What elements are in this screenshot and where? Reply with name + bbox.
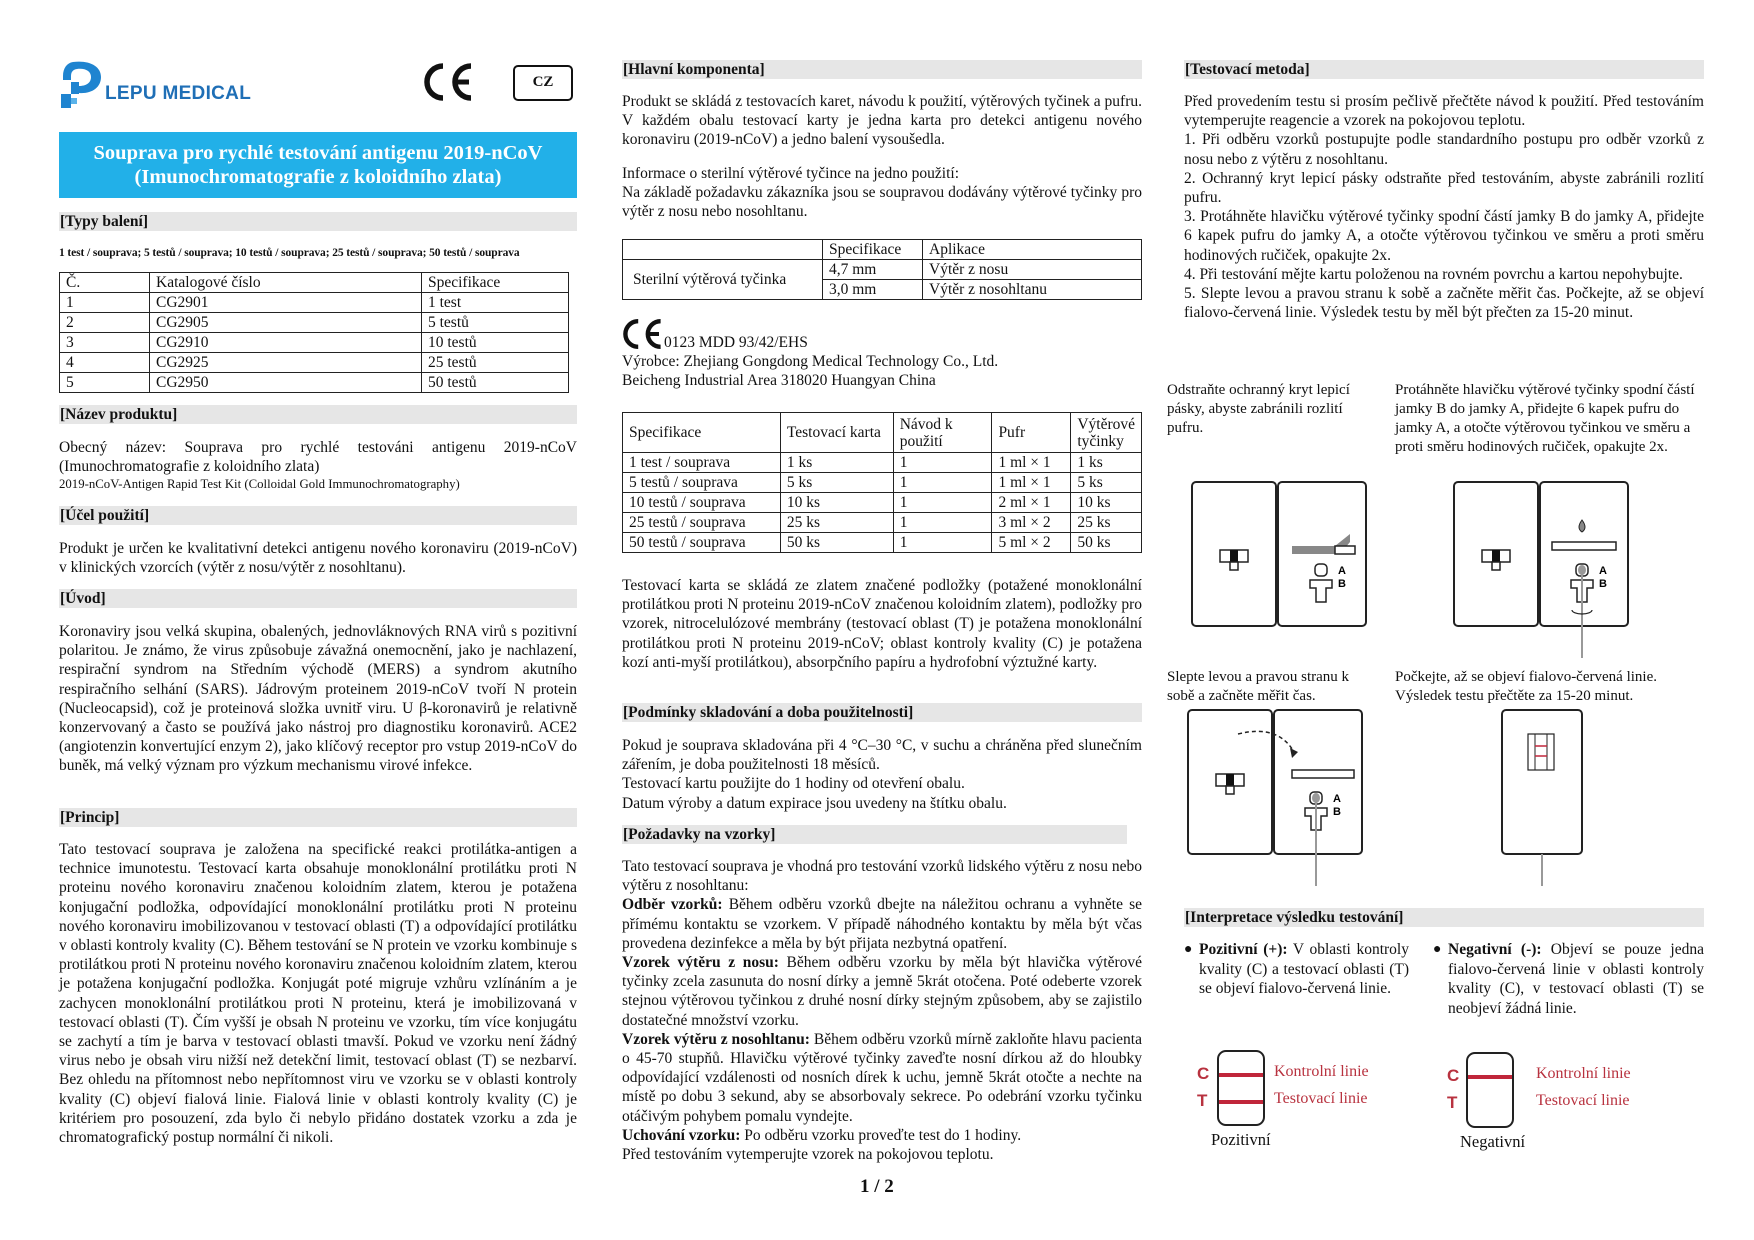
- table-header-cell: Výtěrové tyčinky: [1071, 413, 1142, 453]
- table-header-cell: Specifikace: [823, 240, 923, 260]
- table-cell: 5 ks: [780, 473, 893, 493]
- figure-read-result-illustration: [1500, 708, 1590, 888]
- table-cell: CG2910: [150, 333, 422, 353]
- introduction-text: Koronaviry jsou velká skupina, obalených, jednovláknových RNA virů s pozitivní polaritou. Je známo, že virus způsobuje závažná onemocnění, jako je nachlazení, respirační syndrom na Středním východě (MERS) a syndrom akutního respiračního selhání (SARS). Jádrovým proteinem 2019-nCoV tvoří N protein (Nucleocapsid), což je proteinová složka uvnitř viru. U β-koronavirů je relativně konzervovaný a často se používá jako nástroj pro diagnostiku koronavirů. ACE2 (angiotenzin konvertující enzym 2), jako klíčový receptor pro vstup 2019-nCoV do buněk, má velký význam pro výzkum mechanismu virové infekce.: [59, 623, 577, 775]
- specimen-last: Před testováním vytemperujte vzorek na pokojovou teplotu.: [622, 1146, 994, 1164]
- figure-fold-card-illustration: [1186, 708, 1370, 888]
- ce-mark-icon: [622, 318, 664, 350]
- table-cell: 4: [60, 353, 150, 373]
- table-cell: 3: [60, 333, 150, 353]
- c-letter: C: [1447, 1066, 1460, 1085]
- table-row: [60, 293, 569, 313]
- section-heading-storage: [Podmínky skladování a doba použitelnosti]: [622, 703, 1142, 722]
- table-row: [623, 493, 1142, 513]
- table-row: [623, 513, 1142, 533]
- test-line-label: Testovací linie: [1536, 1092, 1630, 1109]
- table-row: [623, 533, 1142, 553]
- storage-line: Testovací kartu použijte do 1 hodiny od otevření obalu.: [622, 775, 965, 793]
- table-cell: 1 test / souprava: [623, 453, 781, 473]
- table-cell: 3,0 mm: [823, 280, 923, 300]
- specimen-intro: Tato testovací souprava je vhodná pro testování vzorků lidského výtěru z nosu nebo výtěru z nosohltanu:: [622, 858, 1142, 895]
- table-cell: 5 testů / souprava: [623, 473, 781, 493]
- table-cell: 1: [893, 473, 992, 493]
- page-number: 1 / 2: [860, 1176, 894, 1197]
- table-cell: 50 testů / souprava: [623, 533, 781, 553]
- section-heading-intended-use: [Účel použití]: [59, 506, 577, 525]
- test-card-description: Testovací karta se skládá ze zlatem značené podložky (potažené monoklonální protilátkou proti N proteinu 2019-nCoV značenou koloidním zlatem), podložky pro vzorek, nitrocelulózové membrány (testovací oblast (T) je potažena monoklonální protilátkou proti N proteinu 2019-nCoV; oblast kontroly kvality (C) je potažena kozí anti-myší protilátkou), absorpčního papíru a hydrofobní výztužné karty.: [622, 577, 1142, 671]
- figure-caption: Počkejte, až se objeví fialovo-červená linie. Výsledek testu přečtěte za 15-20 minut.: [1395, 669, 1657, 704]
- packaging-table: [59, 272, 569, 393]
- table-header-cell: Testovací karta: [780, 413, 893, 453]
- lepu-medical-logo: [59, 60, 259, 116]
- product-name-text: [59, 438, 577, 492]
- svg-text:A: A: [1333, 793, 1341, 805]
- svg-text:B: B: [1338, 578, 1346, 590]
- table-cell: 25 ks: [780, 513, 893, 533]
- table-cell: 50 ks: [1071, 533, 1142, 553]
- table-row: [60, 373, 569, 393]
- swab-info-text: Na základě požadavku zákazníka jsou se soupravou dodávány výtěrové tyčinky pro výtěr z nosu nebo nosohltanu.: [622, 184, 1142, 221]
- packaging-summary: 1 test / souprava; 5 testů / souprava; 10 testů / souprava; 25 testů / souprava; 50 testů / souprava: [59, 247, 520, 259]
- ce-mark-icon: [423, 62, 475, 102]
- storage-line: Datum výroby a datum expirace jsou uvedeny na štítku obalu.: [622, 794, 1007, 812]
- table-cell: 10 testů / souprava: [623, 493, 781, 513]
- table-row: [60, 333, 569, 353]
- product-common-name: Obecný název: Souprava pro rychlé testováni antigenu 2019-nCoV (Imunochromatografie z koloidního zlata): [59, 439, 577, 476]
- specimen-storage: Uchování vzorku: Po odběru vzorku proveďte test do 1 hodiny.: [622, 1126, 1022, 1144]
- figure-caption: Slepte levou a pravou stranu k sobě a začněte měřit čas.: [1167, 669, 1350, 704]
- positive-result-description: ● Pozitivní (+): V oblasti kontroly kvality (C) a testovací oblasti (T) se objeví fialovo-červená linie.: [1184, 941, 1409, 997]
- table-cell: 1: [893, 453, 992, 473]
- swab-table: [622, 239, 1142, 300]
- storage-text: [622, 736, 1142, 813]
- table-cell: 1: [893, 493, 992, 513]
- table-cell: 5 testů: [422, 313, 569, 333]
- table-cell: 10 ks: [1071, 493, 1142, 513]
- test-step: 5. Slepte levou a pravou stranu k sobě a začněte měřit čas. Počkejte, až se objeví fialovo-červená linie. Výsledek testu by měl být přečten za 15-20 minut.: [1184, 285, 1704, 322]
- main-components-text: Produkt se skládá z testovacích karet, návodu k použití, výtěrových tyčinek a pufru. V každém obalu testovací karty je jedna karta pro detekci antigenu nového koronaviru (2019-nCoV) a jedno balení vysoušedla.: [622, 93, 1142, 149]
- table-cell: 1: [60, 293, 150, 313]
- product-english-name: 2019-nCoV-Antigen Rapid Test Kit (Colloidal Gold Immunochromatography): [59, 477, 460, 492]
- table-header-cell: [623, 240, 823, 260]
- specimen-storage-label: Uchování vzorku:: [622, 1126, 741, 1144]
- table-header-row: [623, 240, 1142, 260]
- logo-text: LEPU MEDICAL: [105, 83, 252, 104]
- positive-name: Pozitivní: [1211, 1130, 1271, 1149]
- table-cell: 25 testů / souprava: [623, 513, 781, 533]
- svg-text:B: B: [1333, 806, 1341, 818]
- table-cell: CG2925: [150, 353, 422, 373]
- c-letter: C: [1197, 1064, 1210, 1083]
- test-step: 3. Protáhněte hlavičku výtěrové tyčinky spodní částí jamky B do jamky A, přidejte 6 kapek pufru do jamky A, a otočte výtěrovou tyčinkou ve směru a proti směru hodinových ručiček, opakujte 2x.: [1184, 208, 1704, 264]
- table-header-cell: Specifikace: [422, 273, 569, 293]
- table-cell: 2: [60, 313, 150, 333]
- table-row: [623, 473, 1142, 493]
- ce-notified-body: 0123 MDD 93/42/EHS: [664, 334, 808, 351]
- negative-name: Negativní: [1460, 1132, 1526, 1151]
- svg-text:B: B: [1599, 578, 1607, 590]
- figure-insert-swab-illustration: [1452, 480, 1632, 660]
- kit-contents-table: [622, 412, 1142, 553]
- table-header-cell: Návod k použití: [893, 413, 992, 453]
- positive-label: Pozitivní (+):: [1199, 941, 1288, 958]
- t-letter: T: [1447, 1093, 1458, 1112]
- table-header-cell: Specifikace: [623, 413, 781, 453]
- table-cell: Výtěr z nosu: [923, 260, 1142, 280]
- section-heading-specimen: [Požadavky na vzorky]: [622, 825, 1127, 844]
- table-cell: 25 ks: [1071, 513, 1142, 533]
- swab-info: [622, 164, 1142, 222]
- section-heading-product-name: [Název produktu]: [59, 405, 577, 424]
- principle-text: Tato testovací souprava je založena na specifické reakci protilátka-antigen a technice imunotestu. Testovací karta obsahuje monoklonální protilátku proti N proteinu nového koronaviru značenou koloidním zlatem, kterou je potažena konjugační podložka, odpovídající monoklonální protilátku proti N proteinu nového koronaviru imobilizovanou v testovací oblasti (T) a odpovídající protilátku v oblasti kontroly kvality (C). Během testování se N protein ve vzorku kombinuje s protilátkou proti N proteinu nového koronaviru značenou koloidním zlatem, kterou je potažena konjugační podložka. Konjugát poté migruje vzhůru vzlínáním a je zachycen monoklonální protilátkou proti N proteinu, která je imobilizovaná v testovací oblasti (T). Čím vyšší je obsah N proteinu ve vzorku, tím více konjugátu se zachytí a tím je barva v testovací oblasti tmavší. Pokud ve vzorku není žádný virus nebo je obsah viru nižší než detekční limit, testovací oblast (T) se nezbarví. Bez ohledu na přítomnost nebo nepřítomnost viru ve vzorku se v oblasti kontroly kvality (C) objeví fialová linie. Fialová linie v oblasti kontroly kvality (C) je kritériem pro posouzení, zda bylo či nebylo přidáno dostatek vzorku a zda je chromatografický postup normální či nikoli.: [59, 841, 577, 1147]
- manufacturer: Výrobce: Zhejiang Gongdong Medical Technology Co., Ltd.: [622, 353, 999, 370]
- table-header-cell: Pufr: [992, 413, 1071, 453]
- country-badge: CZ: [513, 65, 573, 101]
- table-cell: 50 ks: [780, 533, 893, 553]
- table-header-cell: Katalogové číslo: [150, 273, 422, 293]
- figure-caption: Odstraňte ochranný kryt lepicí pásky, abyste zabránili rozlití pufru.: [1167, 382, 1350, 436]
- table-cell: 1 ml × 1: [992, 453, 1071, 473]
- negative-result-description: ● Negativní (-): Objeví se pouze jedna fialovo-červená linie v oblasti kontroly kvality (C), v testovací oblasti (T) se neobjeví žádná linie.: [1433, 941, 1704, 1017]
- specimen-np-label: Vzorek výtěru z nosohltanu:: [622, 1030, 810, 1048]
- title-line-2: (Imunochromatografie z koloidního zlata): [134, 166, 502, 188]
- title-line-1: Souprava pro rychlé testování antigenu 2019-nCoV: [93, 142, 543, 164]
- test-line-label: Testovací linie: [1274, 1090, 1368, 1107]
- test-line-mark: [1219, 1100, 1263, 1104]
- control-line-mark: [1468, 1075, 1512, 1079]
- table-cell: 5 ks: [1071, 473, 1142, 493]
- manufacturer-address: Beicheng Industrial Area 318020 Huangyan China: [622, 372, 936, 390]
- section-heading-introduction: [Úvod]: [59, 589, 577, 608]
- table-cell: CG2950: [150, 373, 422, 393]
- swab-info-title: Informace o sterilní výtěrové tyčince na jedno použití:: [622, 165, 960, 182]
- table-row: [60, 313, 569, 333]
- table-cell: 3 ml × 2: [992, 513, 1071, 533]
- figure-caption: Protáhněte hlavičku výtěrové tyčinky spodní částí jamky B do jamky A, přidejte 6 kapek pufru do jamky A, a otočte výtěrovou tyčinkou ve směru a proti směru hodinových ručiček, opakujte 2x.: [1395, 382, 1695, 455]
- section-heading-packaging: [Typy balení]: [59, 212, 577, 231]
- table-row: [623, 453, 1142, 473]
- table-cell: CG2905: [150, 313, 422, 333]
- control-line-label: Kontrolní linie: [1274, 1063, 1369, 1080]
- table-row: [623, 260, 1142, 280]
- control-line-label: Kontrolní linie: [1536, 1065, 1631, 1082]
- table-cell: 10 ks: [780, 493, 893, 513]
- control-line-mark: [1219, 1073, 1263, 1077]
- specimen-nasal: Vzorek výtěru z nosu: Během odběru vzorku by měla být hlavička výtěrové tyčinky zcela zasunuta do nosní dírky a jemně 5krát otočena. Poté odeberte vzorek stejnou výtěrovou tyčinkou z druhé nosní dírky stejným způsobem, aby se zajistilo dostatečné množství vzorku.: [622, 954, 1142, 1029]
- storage-line: Pokud je souprava skladována při 4 °C–30 °C, v suchu a chráněna před slunečním zářením, je doba použitelnosti 18 měsíců.: [622, 737, 1142, 774]
- table-cell: 1 ml × 1: [992, 473, 1071, 493]
- table-cell: CG2901: [150, 293, 422, 313]
- test-method-text: [1184, 92, 1704, 322]
- section-heading-test-method: [Testovací metoda]: [1184, 60, 1704, 79]
- test-step: 1. Při odběru vzorků postupujte podle standardního postupu pro odběr vzorků z nosu nebo z výtěru z nosohltanu.: [1184, 131, 1704, 168]
- svg-text:A: A: [1338, 565, 1346, 577]
- table-cell: 25 testů: [422, 353, 569, 373]
- figure-remove-cover-illustration: [1190, 480, 1370, 630]
- table-cell: 1 test: [422, 293, 569, 313]
- bullet-icon: ●: [1433, 942, 1442, 957]
- table-header-cell: Č.: [60, 273, 150, 293]
- bullet-icon: ●: [1184, 942, 1193, 957]
- table-cell: 50 testů: [422, 373, 569, 393]
- table-cell: 2 ml × 1: [992, 493, 1071, 513]
- table-header-row: [623, 413, 1142, 453]
- specimen-nasopharyngeal: Vzorek výtěru z nosohltanu: Během odběru vzorků mírně zakloňte hlavu pacienta o 45-70 stupňů. Hlavičku výtěrové tyčinky zaveďte nosní dírkou až do hloubky odpovídající vzdálenosti od nosních dírek k uchu, jemně 5krát otočte a nechte na místě po dobu 3 sekund, aby se absorbovaly sekrece. Po odebrání vzorku tyčinku otáčivým pohybem pomalu vyndejte.: [622, 1030, 1142, 1125]
- section-heading-main-components: [Hlavní komponenta]: [622, 60, 1142, 79]
- table-cell: 5: [60, 373, 150, 393]
- table-cell: 5 ml × 2: [992, 533, 1071, 553]
- intended-use-text: Produkt je určen ke kvalitativní detekci antigenu nového koronaviru (2019-nCoV) v klinických vzorcích (výtěr z nosu/výtěr z nosohltanu).: [59, 540, 577, 577]
- section-heading-principle: [Princip]: [59, 808, 577, 827]
- test-step: 4. Při testování mějte kartu položenou na rovném povrchu a kartou nepohybujte.: [1184, 265, 1683, 283]
- lepu-logo-icon: [59, 60, 103, 112]
- table-cell: 10 testů: [422, 333, 569, 353]
- negative-strip-icon: [1466, 1052, 1514, 1128]
- t-letter: T: [1197, 1091, 1208, 1110]
- test-step: 2. Ochranný kryt lepicí pásky odstraňte před testováním, abyste zabránili rozlití pufru.: [1184, 169, 1704, 207]
- positive-strip-icon: [1217, 1050, 1265, 1126]
- table-header-cell: Aplikace: [923, 240, 1142, 260]
- table-header-row: [60, 273, 569, 293]
- title-banner: [59, 132, 577, 198]
- specimen-text: [622, 857, 1142, 1164]
- specimen-collection-label: Odběr vzorků:: [622, 896, 723, 914]
- table-cell: 4,7 mm: [823, 260, 923, 280]
- test-method-intro: Před provedením testu si prosím pečlivě přečtěte návod k použití. Před testováním vytemperujte reagencie a vzorek na pokojovou teplotu.: [1184, 93, 1704, 130]
- negative-label: Negativní (-):: [1448, 941, 1542, 958]
- table-cell: Výtěr z nosohltanu: [923, 280, 1142, 300]
- section-heading-interpretation: [Interpretace výsledku testování]: [1184, 908, 1704, 927]
- table-row-label: Sterilní výtěrová tyčinka: [623, 260, 823, 300]
- table-cell: 1: [893, 533, 992, 553]
- table-row: [60, 353, 569, 373]
- specimen-nasal-label: Vzorek výtěru z nosu:: [622, 954, 779, 972]
- specimen-collection: Odběr vzorků: Během odběru vzorků dbejte na náležitou ochranu a vyhněte se přímému kontaktu se vzorkem. V případě náhodného kontaktu by měla být včas provedena dezinfekce a měla by být přijata nezbytná opatření.: [622, 896, 1142, 952]
- table-cell: 1 ks: [780, 453, 893, 473]
- table-cell: 1: [893, 513, 992, 533]
- regulatory-info: [622, 318, 1142, 390]
- svg-text:A: A: [1599, 565, 1607, 577]
- table-cell: 1 ks: [1071, 453, 1142, 473]
